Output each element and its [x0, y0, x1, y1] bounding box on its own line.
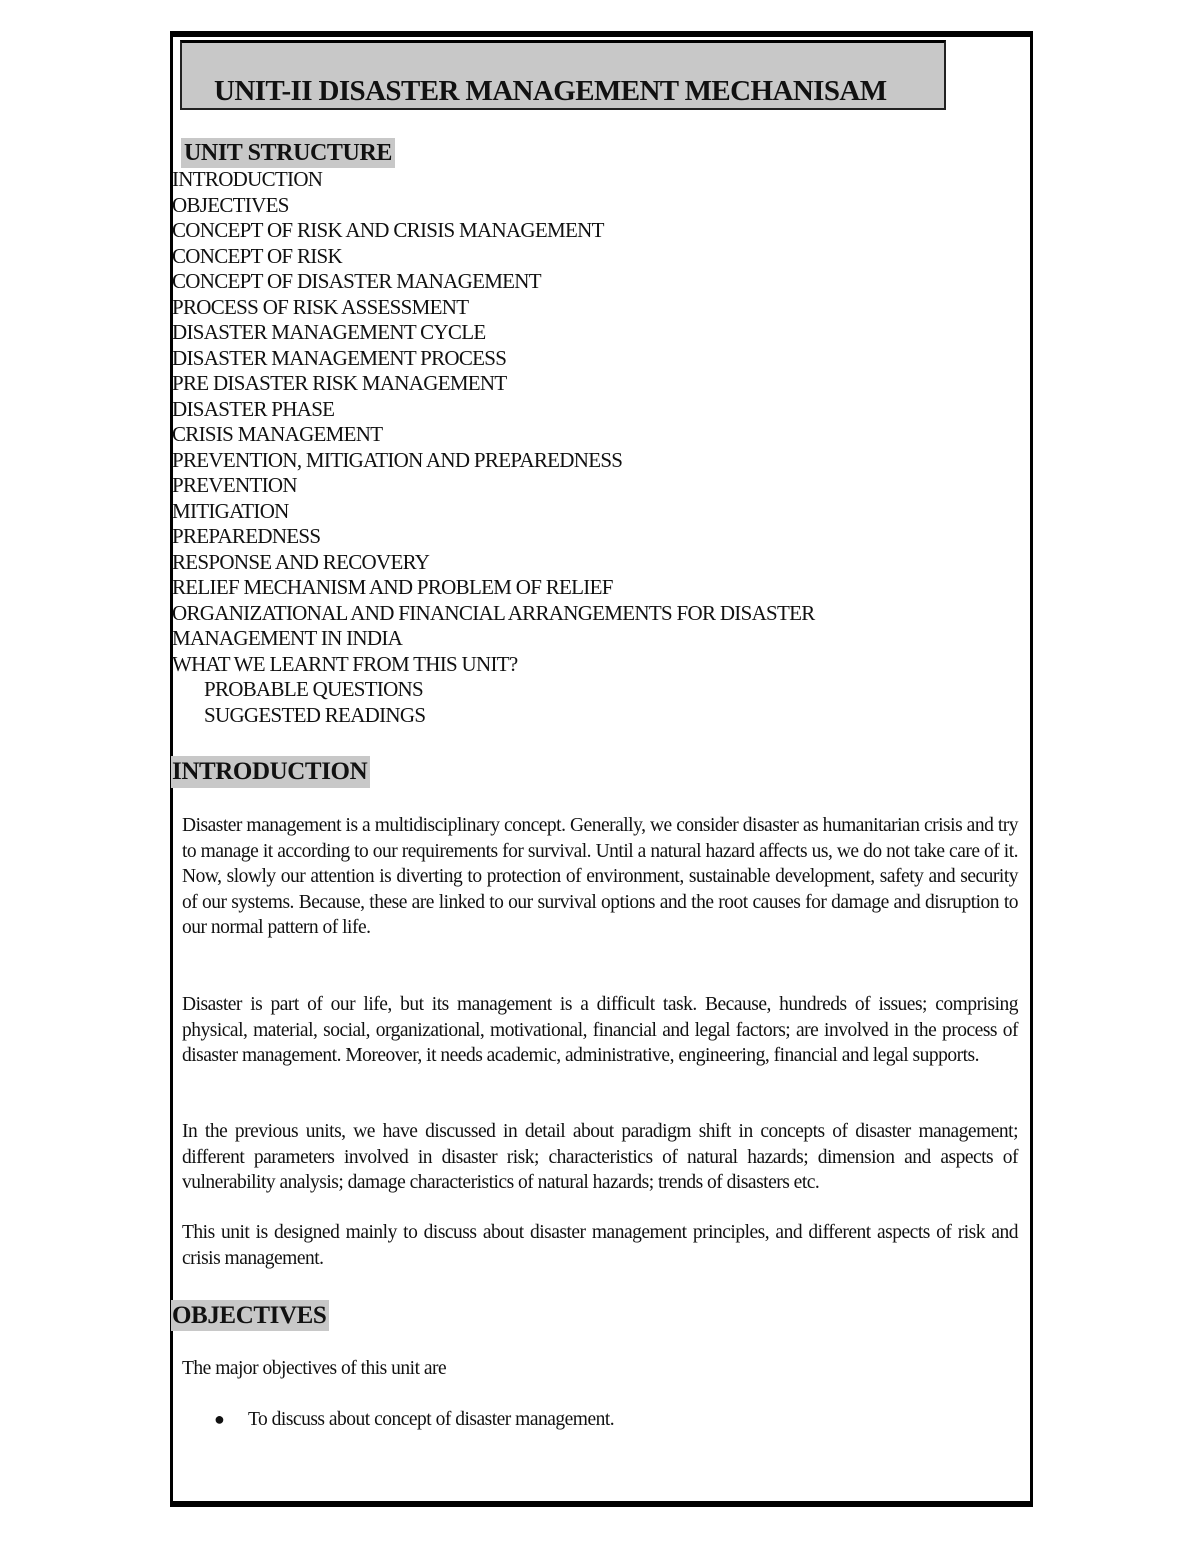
introduction-heading: INTRODUCTION	[171, 756, 370, 788]
structure-item: DISASTER MANAGEMENT CYCLE	[172, 320, 486, 344]
objectives-heading: OBJECTIVES	[171, 1300, 329, 1331]
structure-item: PREPAREDNESS	[172, 524, 321, 548]
structure-item: RELIEF MECHANISM AND PROBLEM OF RELIEF	[172, 575, 613, 599]
structure-item: MITIGATION	[172, 498, 289, 523]
unit-structure-heading: UNIT STRUCTURE	[181, 138, 395, 168]
structure-item: PROCESS OF RISK ASSESSMENT	[172, 294, 469, 319]
intro-paragraph: Disaster management is a multidisciplinary concept. Generally, we consider disaster as humanitarian crisis and try to manage it according to our requirements for survival. Until a natural hazard affects us, we do not take care of it. Now, slowly our attention is diverting to protection of environment, sustainable development, safety and security of our systems. Because, these are linked to our survival options and the root causes for damage and disruption to our normal pattern of life.	[182, 815, 1018, 938]
structure-item: RESPONSE AND RECOVERY	[172, 549, 430, 574]
structure-item: PROBABLE QUESTIONS	[204, 677, 424, 701]
bullet-icon: ●	[214, 1409, 225, 1429]
structure-item: PREVENTION	[172, 473, 297, 497]
intro-paragraph: Disaster is part of our life, but its management is a difficult task. Because, hundreds of issues; comprising physical, material, social, organizational, motivational, financial and legal factors; are involved in the process of disaster management. Moreover, it needs academic, administrative, engineering, financial and legal supports.	[182, 994, 1018, 1066]
structure-item: OBJECTIVES	[172, 192, 289, 217]
structure-item: CONCEPT OF RISK	[172, 243, 342, 268]
structure-item: ORGANIZATIONAL AND FINANCIAL ARRANGEMENTS FOR DISASTER	[172, 600, 815, 625]
structure-item: CONCEPT OF DISASTER MANAGEMENT	[172, 269, 541, 293]
objective-item	[214, 1407, 614, 1433]
structure-item: INTRODUCTION	[172, 167, 323, 191]
objective-text: To discuss about concept of disaster management.	[248, 1409, 615, 1430]
objectives-intro: The major objectives of this unit are	[182, 1358, 447, 1379]
structure-item: CRISIS MANAGEMENT	[172, 422, 383, 446]
unit-title: UNIT-II DISASTER MANAGEMENT MECHANISAM	[214, 75, 887, 107]
structure-item: MANAGEMENT IN INDIA	[172, 626, 403, 650]
structure-item: DISASTER MANAGEMENT PROCESS	[172, 345, 507, 370]
structure-item: CONCEPT OF RISK AND CRISIS MANAGEMENT	[172, 218, 604, 242]
structure-item: SUGGESTED READINGS	[204, 702, 426, 727]
structure-item: DISASTER PHASE	[172, 396, 335, 421]
structure-item: WHAT WE LEARNT FROM THIS UNIT?	[172, 651, 518, 676]
objectives-list	[214, 1407, 614, 1433]
structure-item: PRE DISASTER RISK MANAGEMENT	[172, 371, 507, 395]
structure-item: PREVENTION, MITIGATION AND PREPAREDNESS	[172, 447, 623, 472]
intro-paragraph: In the previous units, we have discussed in detail about paradigm shift in concepts of disaster management; different parameters involved in disaster risk; characteristics of natural hazards; dimension and aspects of vulnerability analysis; damage characteristics of natural hazards; trends of disasters etc.	[182, 1121, 1018, 1193]
unit-structure-list	[172, 167, 815, 728]
intro-paragraph: This unit is designed mainly to discuss about disaster management principles, and different aspects of risk and crisis management.	[182, 1222, 1018, 1269]
